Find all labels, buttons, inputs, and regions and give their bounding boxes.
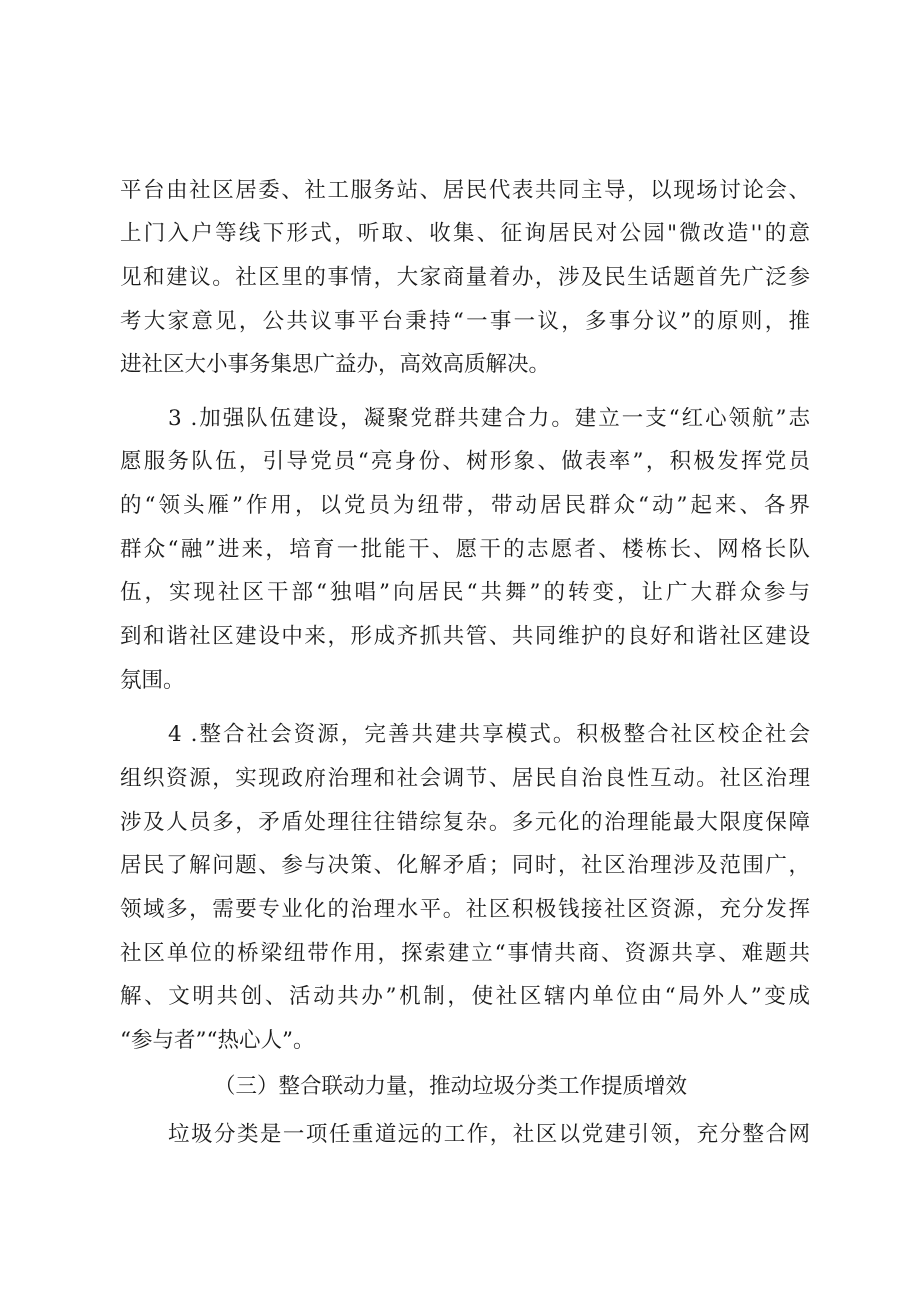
paragraph-2-line-2: 愿服务队伍，引导党员“亮身份、树形象、做表率”，积极发挥党员: [120, 449, 810, 474]
section-heading: （三）整合联动力量，推动垃圾分类工作提质增效: [214, 1074, 688, 1099]
paragraph-1-line-1: 平台由社区居委、社工服务站、居民代表共同主导，以现场讨论会、: [120, 178, 810, 203]
paragraph-3-line-7: 解、文明共创、活动共办”机制，使社区辖内单位由“局外人”变成: [120, 984, 810, 1009]
paragraph-2-line-5: 伍，实现社区干部“独唱”向居民“共舞”的转变，让广大群众参与: [120, 580, 810, 605]
paragraph-3-line-2: 组织资源，实现政府治理和社会调节、居民自治良性互动。社区治理: [120, 766, 810, 791]
paragraph-3-line-8: “参与者”“热心人”。: [120, 1028, 315, 1053]
paragraph-2-line-1: 3 .加强队伍建设，凝聚党群共建合力。建立一支“红心领航”志: [168, 406, 810, 431]
paragraph-4-line-1: 垃圾分类是一项任重道远的工作，社区以党建引领，充分整合网: [168, 1122, 810, 1147]
paragraph-2-line-7: 氛围。: [120, 668, 185, 693]
paragraph-3-line-3: 涉及人员多，矛盾处理往往错综复杂。多元化的治理能最大限度保障: [120, 810, 810, 835]
paragraph-2-line-6: 到和谐社区建设中来，形成齐抓共管、共同维护的良好和谐社区建设: [120, 624, 810, 649]
paragraph-3-line-4: 居民了解问题、参与决策、化解矛盾；同时，社区治理涉及范围广，: [120, 853, 810, 878]
paragraph-3-line-6: 社区单位的桥梁纽带作用，探索建立“事情共商、资源共享、难题共: [120, 941, 810, 966]
paragraph-3-line-5: 领域多，需要专业化的治理水平。社区积极钱接社区资源，充分发挥: [120, 897, 810, 922]
paragraph-1-line-5: 进社区大小事务集思广益办，高效高质解决。: [120, 352, 551, 377]
paragraph-1-line-3: 见和建议。社区里的事情，大家商量着办，涉及民生话题首先广泛参: [120, 265, 810, 290]
paragraph-2-line-4: 群众“融”进来，培育一批能干、愿干的志愿者、楼栋长、网格长队: [120, 537, 810, 562]
paragraph-1-line-4: 考大家意见，公共议事平台秉持“一事一议，多事分议”的原则，推: [120, 309, 810, 334]
paragraph-2-line-3: 的“领头雁”作用，以党员为纽带，带动居民群众“动”起来、各界: [120, 493, 810, 518]
paragraph-1-line-2: 上门入户等线下形式，听取、收集、征询居民对公园"微改造''的意: [120, 221, 810, 246]
paragraph-3-line-1: 4 .整合社会资源，完善共建共享模式。积极整合社区校企社会: [168, 722, 810, 747]
